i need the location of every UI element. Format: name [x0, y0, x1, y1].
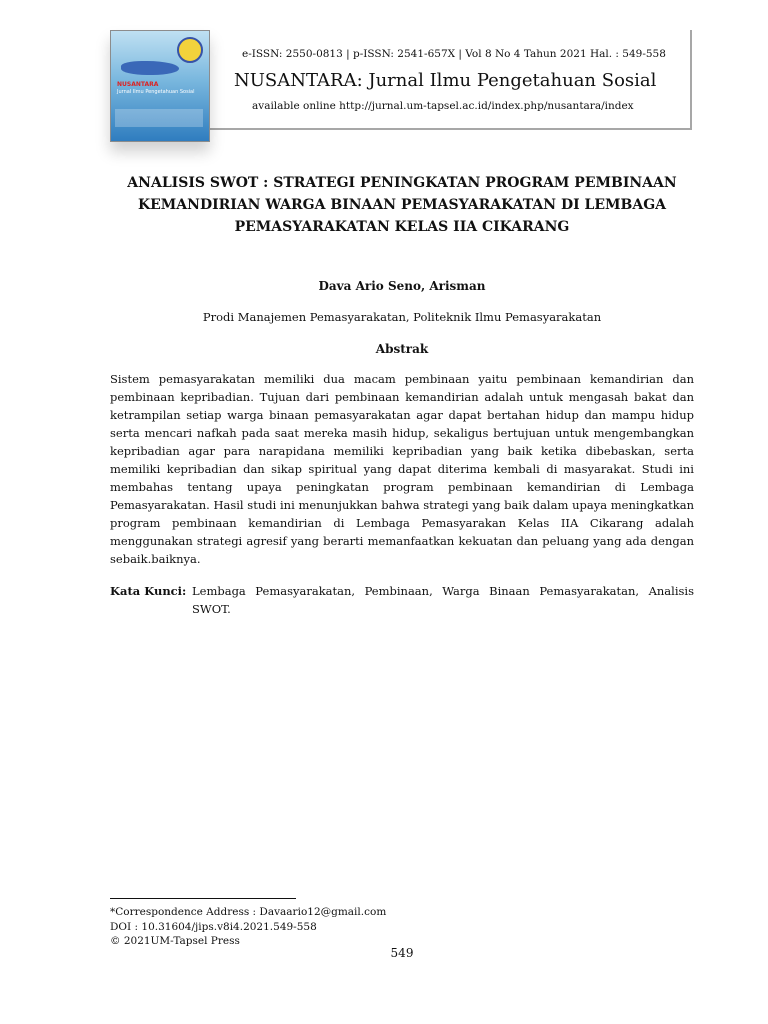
- keywords-label: Kata Kunci:: [110, 584, 187, 598]
- correspondence-address: *Correspondence Address : Davaario12@gmail.com: [110, 906, 387, 918]
- footnote-divider: [110, 898, 296, 899]
- university-logo-icon: [177, 37, 203, 63]
- journal-title: NUSANTARA: Jurnal Ilmu Pengetahuan Sosial: [234, 70, 657, 91]
- cover-subtitle: Jurnal Ilmu Pengetahuan Sosial: [117, 89, 195, 95]
- page-number: 549: [390, 946, 414, 960]
- article-authors: Dava Ario Seno, Arisman: [318, 279, 486, 293]
- footnotes: [110, 905, 386, 949]
- issn-line: e-ISSN: 2550-0813 | p-ISSN: 2541-657X | Vol 8 No 4 Tahun 2021 Hal. : 549-558: [242, 48, 666, 60]
- doi: DOI : 10.31604/jips.v8i4.2021.549-558: [110, 920, 317, 933]
- cover-decoration: [115, 109, 203, 127]
- keywords-section: [110, 582, 694, 618]
- keywords-list: Lembaga Pemasyarakatan, Pembinaan, Warga Binaan Pemasyarakatan, Analisis SWOT.: [192, 584, 694, 616]
- author-affiliation: Prodi Manajemen Pemasyarakatan, Politeknik Ilmu Pemasyarakatan: [202, 310, 602, 324]
- journal-url[interactable]: available online http://jurnal.um-tapsel.ac.id/index.php/nusantara/index: [252, 100, 634, 112]
- abstract-body: Sistem pemasyarakatan memiliki dua macam pembinaan yaitu pembinaan kemandirian dan pembinaan kepribadian. Tujuan dari pembinaan kemandirian adalah untuk mengasah bakat dan ketrampilan setiap warga binaan pemasyarakatan agar dapat bertahan hidup dan mampu hidup serta mencari nafkah pada saat mereka masih hidup, sekaligus bertujuan untuk mengembangkan kepribadian agar para narapidana memiliki kepribadian yang baik ketika dibebaskan, serta memiliki kepribadian dan sikap spiritual yang dapat diterima kembali di masyarakat. Studi ini membahas tentang upaya peningkatan program pembinaan kemandirian di Lembaga Pemasyarakatan. Hasil studi ini menunjukkan bahwa strategi yang baik dalam upaya meningkatkan program pembinaan kemandirian di Lembaga Pemasyarakan Kelas IIA Cikarang adalah menggunakan strategi agresif yang berarti memanfaatkan kekuatan dan peluang yang ada dengan sebaik.baiknya.: [110, 372, 694, 566]
- journal-cover-image: [110, 30, 210, 142]
- article-title: ANALISIS SWOT : STRATEGI PENINGKATAN PROGRAM PEMBINAAN KEMANDIRIAN WARGA BINAAN PEMASYARAKATAN DI LEMBAGA PEMASYARAKATAN KELAS IIA CIKARANG: [127, 175, 677, 235]
- cover-title: NUSANTARA: [117, 81, 159, 88]
- indonesia-map-icon: [121, 61, 179, 75]
- copyright: © 2021UM-Tapsel Press: [110, 935, 240, 947]
- abstract-heading: Abstrak: [375, 342, 429, 356]
